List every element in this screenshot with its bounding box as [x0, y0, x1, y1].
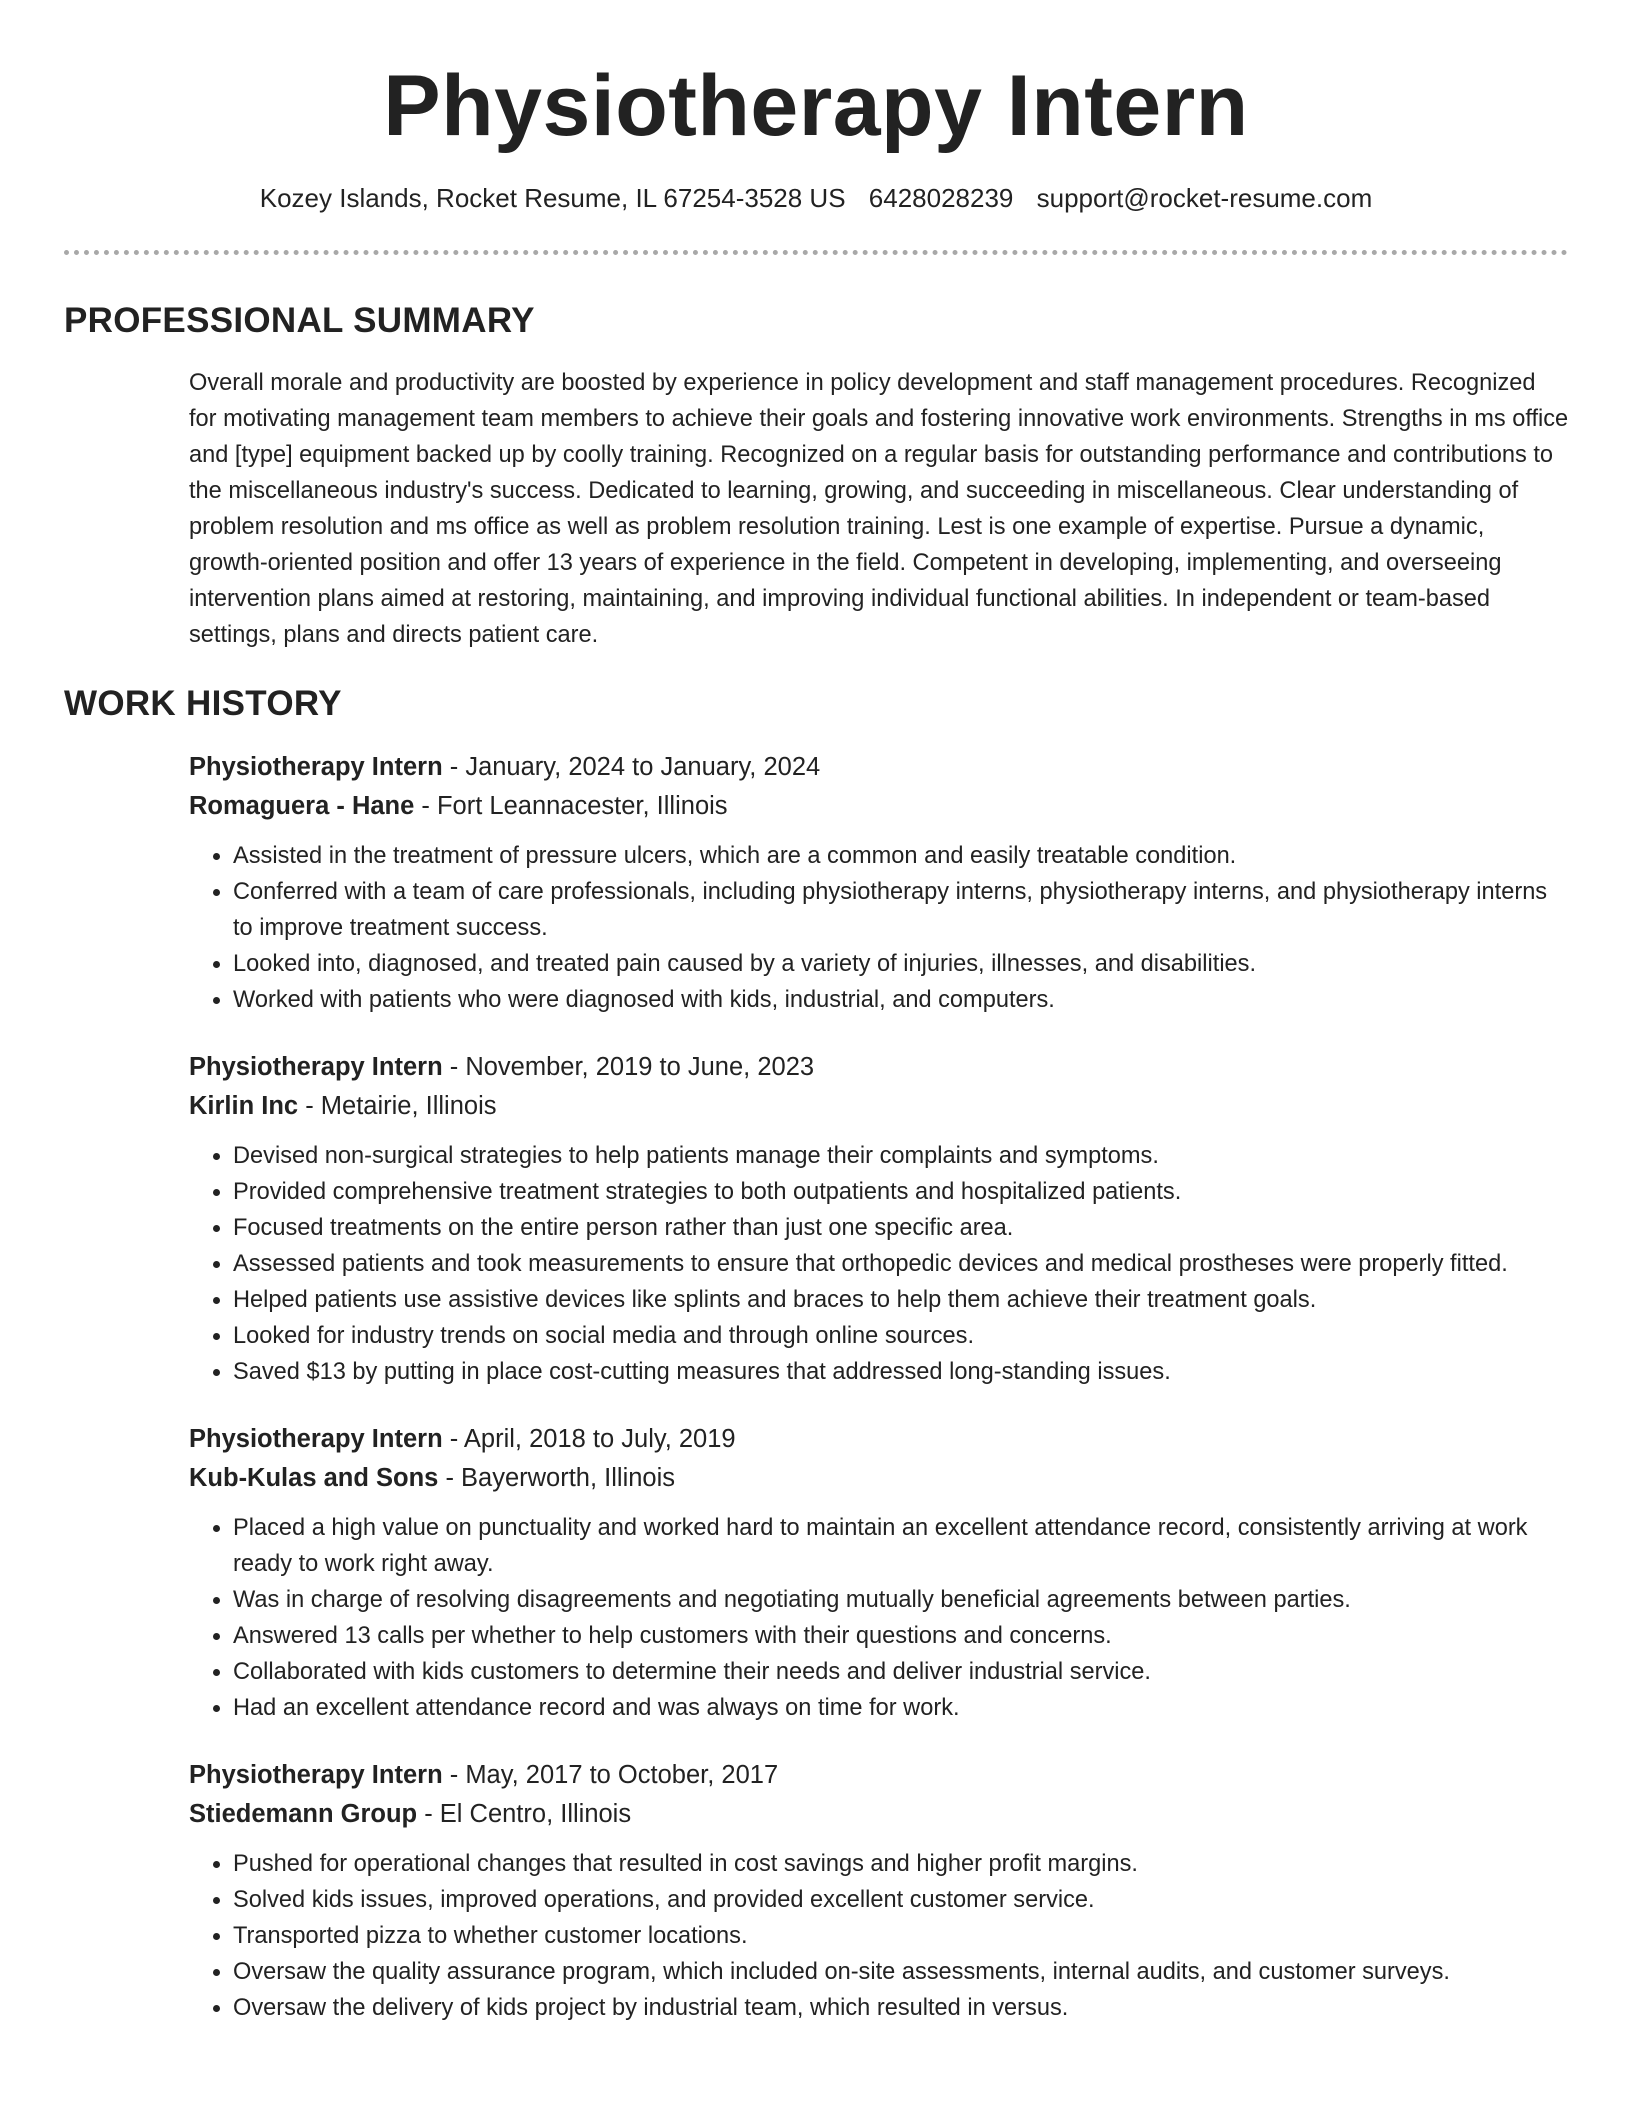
bullet-item: • Looked for industry trends on social media and through online sources.: [233, 1318, 1569, 1354]
job-title-line: [189, 1048, 1569, 1087]
job-bullets: [189, 838, 1569, 1018]
bullet-item: • Provided comprehensive treatment strategies to both outpatients and hospitalized patients.: [233, 1174, 1569, 1210]
bullet-item: • Saved $13 by putting in place cost-cutting measures that addressed long-standing issues.: [233, 1354, 1569, 1390]
contact-email: support@rocket-resume.com: [1036, 183, 1373, 213]
job-entry: [189, 1420, 1569, 1726]
bullet-item: • Was in charge of resolving disagreements and negotiating mutually beneficial agreements between parties.: [233, 1582, 1569, 1618]
job-bullets: [189, 1510, 1569, 1726]
job-role: Physiotherapy Intern: [189, 1425, 443, 1453]
job-company: Kirlin Inc: [189, 1092, 299, 1120]
job-dates: - May, 2017 to October, 2017: [442, 1761, 779, 1789]
job-location: - Metairie, Illinois: [298, 1092, 497, 1120]
job-entry: [189, 748, 1569, 1018]
job-company-line: [189, 1087, 1569, 1126]
job-dates: - November, 2019 to June, 2023: [442, 1053, 815, 1081]
bullet-item: • Conferred with a team of care professionals, including physiotherapy interns, physiotherapy interns, and physiotherapy interns to improve treatment success.: [233, 874, 1569, 946]
job-title-line: [189, 748, 1569, 787]
bullet-item: • Oversaw the quality assurance program, which included on-site assessments, internal audits, and customer surveys.: [233, 1954, 1569, 1990]
bullet-item: • Placed a high value on punctuality and worked hard to maintain an excellent attendance record, consistently arriving at work ready to work right away.: [233, 1510, 1569, 1582]
bullet-item: • Collaborated with kids customers to determine their needs and deliver industrial service.: [233, 1654, 1569, 1690]
job-role: Physiotherapy Intern: [189, 1761, 443, 1789]
job-company: Stiedemann Group: [189, 1800, 418, 1828]
bullet-item: • Worked with patients who were diagnosed with kids, industrial, and computers.: [233, 982, 1569, 1018]
bullet-item: • Assessed patients and took measurements to ensure that orthopedic devices and medical prostheses were properly fitted.: [233, 1246, 1569, 1282]
job-role: Physiotherapy Intern: [189, 753, 443, 781]
summary-heading: PROFESSIONAL SUMMARY: [64, 301, 535, 340]
bullet-item: • Helped patients use assistive devices like splints and braces to help them achieve their treatment goals.: [233, 1282, 1569, 1318]
bullet-item: • Devised non-surgical strategies to help patients manage their complaints and symptoms.: [233, 1138, 1569, 1174]
bullet-item: • Answered 13 calls per whether to help customers with their questions and concerns.: [233, 1618, 1569, 1654]
job-location: - Fort Leannacester, Illinois: [414, 792, 728, 820]
job-company-line: [189, 1795, 1569, 1834]
job-bullets: [189, 1138, 1569, 1390]
candidate-name: Physiotherapy Intern: [383, 58, 1249, 154]
contact-line: [0, 180, 1632, 216]
header-divider: [64, 250, 1568, 255]
bullet-item: • Transported pizza to whether customer locations.: [233, 1918, 1569, 1954]
bullet-item: • Solved kids issues, improved operations, and provided excellent customer service.: [233, 1882, 1569, 1918]
job-role: Physiotherapy Intern: [189, 1053, 443, 1081]
job-company-line: [189, 1459, 1569, 1498]
job-bullets: [189, 1846, 1569, 2026]
job-title-line: [189, 1756, 1569, 1795]
summary-text: Overall morale and productivity are boosted by experience in policy development and staff management procedures. Recognized for motivating management team members to achieve their goals and fostering innovative work environments. Strengths in ms office and [type] equipment backed up by coolly training. Recognized on a regular basis for outstanding performance and contributions to the miscellaneous industry's success. Dedicated to learning, growing, and succeeding in miscellaneous. Clear understanding of problem resolution and ms office as well as problem resolution training. Lest is one example of expertise. Pursue a dynamic, growth-oriented position and offer 13 years of experience in the field. Competent in developing, implementing, and overseeing intervention plans aimed at restoring, maintaining, and improving individual functional abilities. In independent or team-based settings, plans and directs patient care.: [189, 370, 1569, 648]
job-entry: [189, 1756, 1569, 2026]
work-history-heading: WORK HISTORY: [64, 684, 342, 723]
bullet-item: • Looked into, diagnosed, and treated pain caused by a variety of injuries, illnesses, and disabilities.: [233, 946, 1569, 982]
work-history-list: [189, 748, 1569, 2056]
bullet-item: • Assisted in the treatment of pressure ulcers, which are a common and easily treatable condition.: [233, 838, 1569, 874]
job-dates: - January, 2024 to January, 2024: [442, 753, 821, 781]
bullet-item: • Pushed for operational changes that resulted in cost savings and higher profit margins.: [233, 1846, 1569, 1882]
bullet-item: • Had an excellent attendance record and was always on time for work.: [233, 1690, 1569, 1726]
bullet-item: • Oversaw the delivery of kids project by industrial team, which resulted in versus.: [233, 1990, 1569, 2026]
job-location: - El Centro, Illinois: [417, 1800, 632, 1828]
job-company: Kub-Kulas and Sons: [189, 1464, 439, 1492]
job-title-line: [189, 1420, 1569, 1459]
contact-phone: 6428028239: [868, 183, 1014, 213]
job-entry: [189, 1048, 1569, 1390]
bullet-item: • Focused treatments on the entire person rather than just one specific area.: [233, 1210, 1569, 1246]
job-company-line: [189, 787, 1569, 826]
job-dates: - April, 2018 to July, 2019: [442, 1425, 736, 1453]
contact-address: Kozey Islands, Rocket Resume, IL 67254-3528 US: [259, 183, 846, 213]
job-company: Romaguera - Hane: [189, 792, 415, 820]
job-location: - Bayerworth, Illinois: [438, 1464, 676, 1492]
